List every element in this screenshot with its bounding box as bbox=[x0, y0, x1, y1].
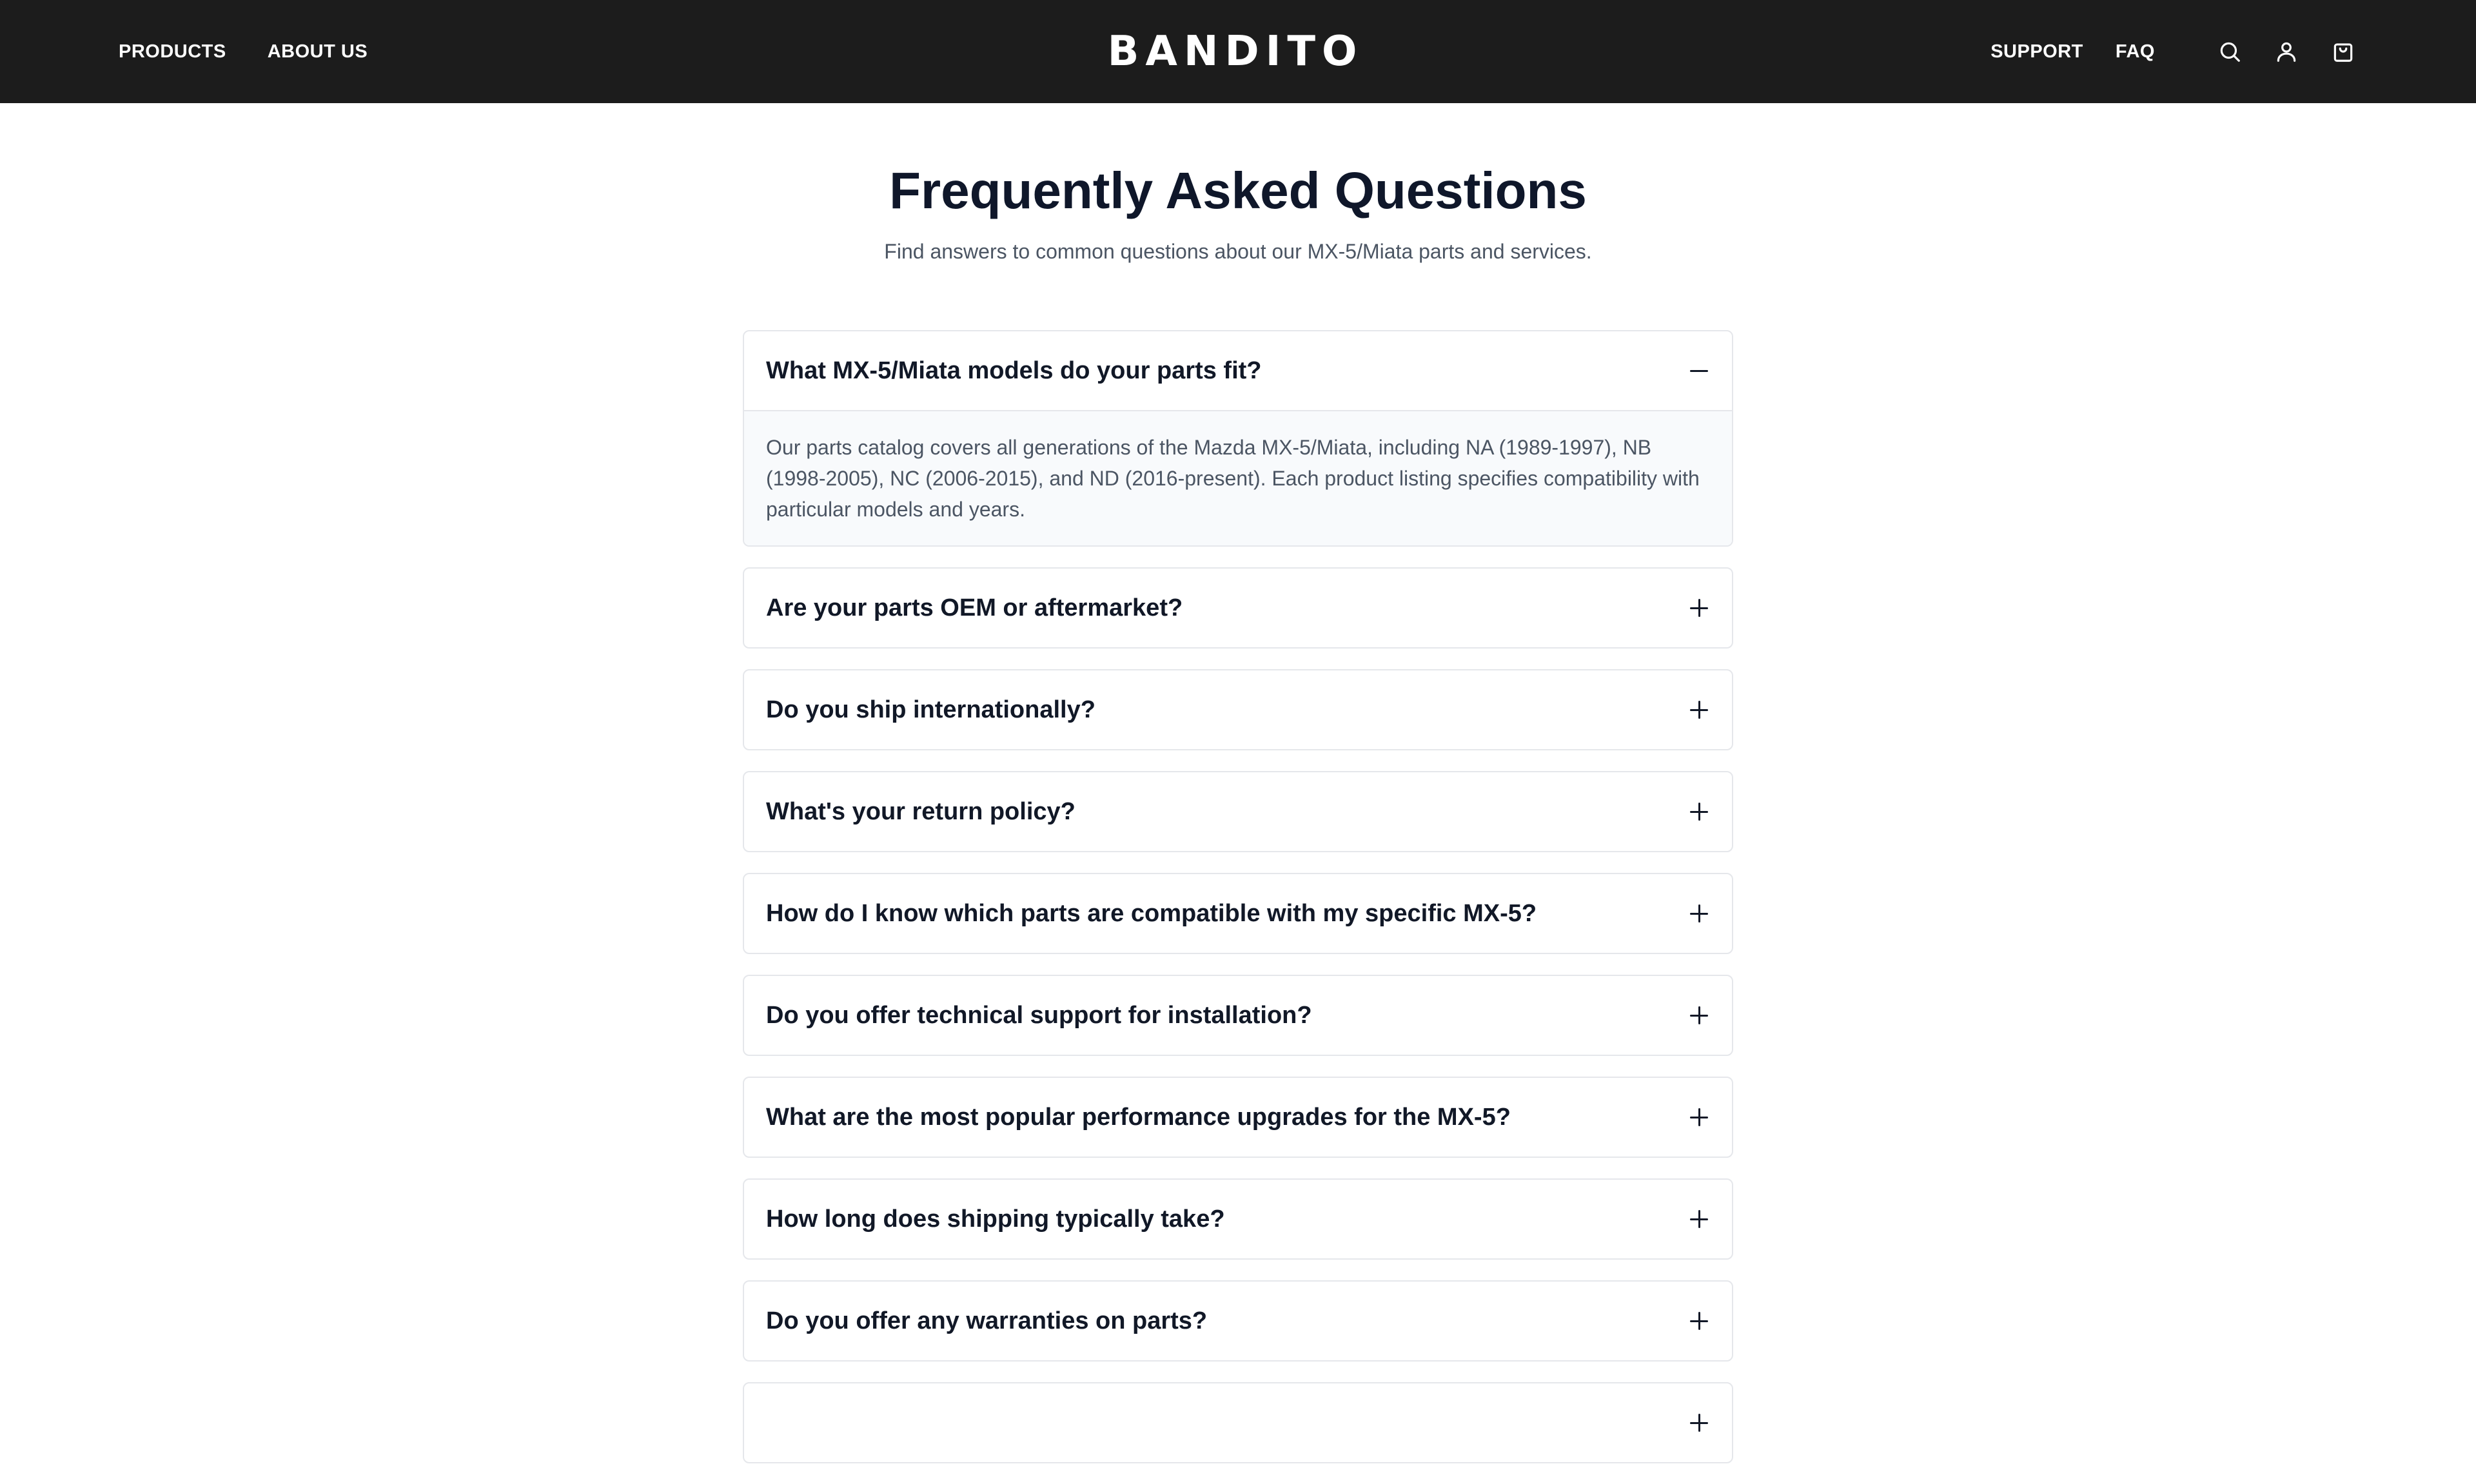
nav-about-us-link[interactable]: ABOUT US bbox=[267, 41, 368, 62]
search-icon[interactable] bbox=[2216, 37, 2244, 66]
faq-item-partial bbox=[743, 1382, 1733, 1463]
faq-answer: Our parts catalog covers all generations of the Mazda MX-5/Miata, including NA (1989-1997), NB (1998-2005), NC (2006-2015), and ND (2016-present). Each product listing specifies compatibility with particular models and years. bbox=[744, 410, 1732, 545]
faq-question-button[interactable] bbox=[744, 772, 1732, 851]
faq-question-text: Are your parts OEM or aftermarket? bbox=[766, 594, 1183, 621]
faq-question-button[interactable] bbox=[744, 331, 1732, 410]
plus-icon[interactable] bbox=[1688, 1106, 1710, 1128]
site-header bbox=[0, 0, 2476, 103]
plus-icon[interactable] bbox=[1688, 1208, 1710, 1230]
site-logo[interactable]: BANDITO bbox=[1107, 28, 1364, 75]
faq-question-button[interactable] bbox=[744, 1383, 1732, 1462]
plus-icon[interactable] bbox=[1688, 699, 1710, 721]
secondary-nav bbox=[1990, 0, 2357, 103]
plus-icon[interactable] bbox=[1688, 1310, 1710, 1332]
plus-icon[interactable] bbox=[1688, 903, 1710, 924]
faq-item bbox=[743, 975, 1733, 1056]
faq-question-text: Do you ship internationally? bbox=[766, 696, 1096, 723]
faq-item-expanded bbox=[743, 330, 1733, 547]
faq-question-text: Do you offer technical support for installation? bbox=[766, 1001, 1312, 1029]
page-subtitle: Find answers to common questions about our MX-5/Miata parts and services. bbox=[884, 240, 1592, 263]
faq-question-button[interactable] bbox=[744, 1180, 1732, 1258]
nav-support-link[interactable]: SUPPORT bbox=[1990, 41, 2083, 62]
faq-question-text: Do you offer any warranties on parts? bbox=[766, 1307, 1208, 1334]
faq-question-text: How long does shipping typically take? bbox=[766, 1205, 1225, 1233]
page-title: Frequently Asked Questions bbox=[889, 162, 1587, 219]
nav-products-link[interactable]: PRODUCTS bbox=[119, 41, 226, 62]
faq-item bbox=[743, 1178, 1733, 1260]
faq-question-button[interactable] bbox=[744, 874, 1732, 953]
plus-icon[interactable] bbox=[1688, 597, 1710, 619]
nav-faq-link[interactable]: FAQ bbox=[2115, 41, 2155, 62]
faq-question-text: What are the most popular performance upgrades for the MX-5? bbox=[766, 1103, 1511, 1131]
primary-nav bbox=[119, 0, 368, 103]
faq-question-text: What's your return policy? bbox=[766, 797, 1076, 825]
plus-icon[interactable] bbox=[1688, 1412, 1710, 1434]
faq-item bbox=[743, 1280, 1733, 1362]
faq-item bbox=[743, 669, 1733, 750]
faq-question-button[interactable] bbox=[744, 976, 1732, 1055]
faq-item bbox=[743, 873, 1733, 954]
minus-icon[interactable] bbox=[1688, 360, 1710, 382]
faq-question-button[interactable] bbox=[744, 670, 1732, 749]
faq-question-text: What MX-5/Miata models do your parts fit? bbox=[766, 356, 1262, 384]
faq-item bbox=[743, 771, 1733, 852]
faq-question-button[interactable] bbox=[744, 569, 1732, 647]
faq-question-button[interactable] bbox=[744, 1078, 1732, 1157]
plus-icon[interactable] bbox=[1688, 801, 1710, 823]
user-icon[interactable] bbox=[2272, 37, 2301, 66]
plus-icon[interactable] bbox=[1688, 1004, 1710, 1026]
faq-list bbox=[743, 330, 1733, 1484]
faq-question-button[interactable] bbox=[744, 1282, 1732, 1360]
faq-item bbox=[743, 567, 1733, 649]
faq-item bbox=[743, 1077, 1733, 1158]
faq-question-text: How do I know which parts are compatible with my specific MX-5? bbox=[766, 899, 1537, 927]
cart-icon[interactable] bbox=[2329, 37, 2357, 66]
